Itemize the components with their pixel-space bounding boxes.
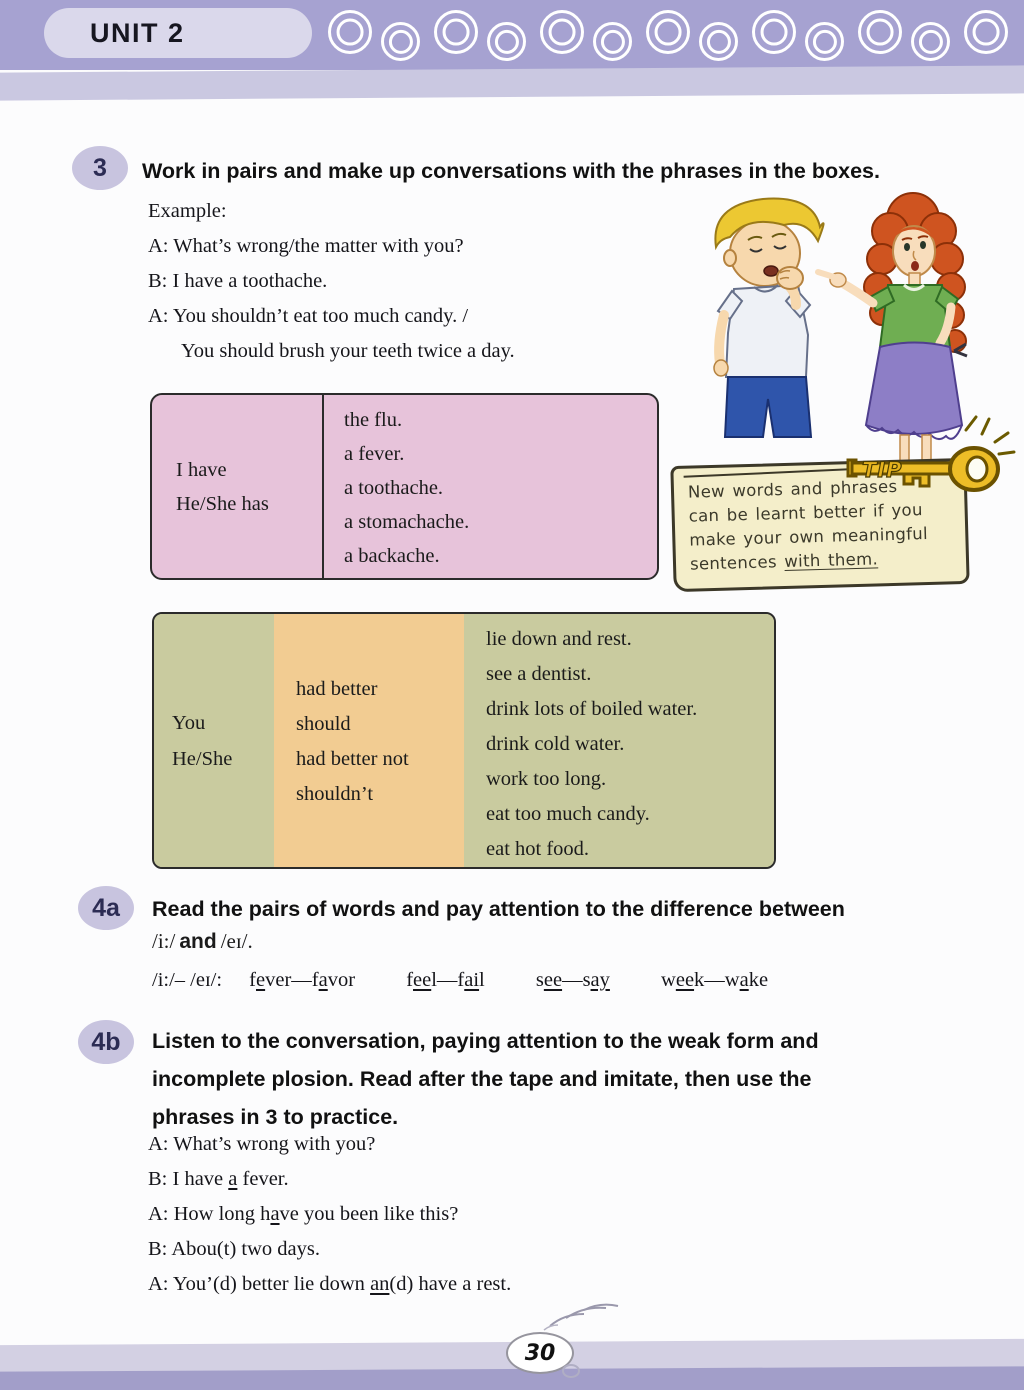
- example-line: A: You shouldn’t eat too much candy. /: [148, 305, 469, 327]
- action: drink lots of boiled water.: [486, 698, 698, 720]
- example-label: Example:: [148, 200, 227, 222]
- action: lie down and rest.: [486, 628, 632, 650]
- ailment: a fever.: [344, 443, 405, 465]
- tip-line: sentences with them.: [689, 549, 879, 574]
- ring-icon: [805, 22, 844, 61]
- section-4b-dialogue: [148, 1127, 768, 1302]
- example-line: B: I have a toothache.: [148, 270, 328, 292]
- ring-icon: [699, 22, 738, 61]
- title-line: Listen to the conversation, paying attention to the weak form and: [152, 1029, 819, 1053]
- ring-icon: [911, 22, 950, 61]
- section-4a-title-line2: [152, 929, 253, 954]
- tip-line: can be learnt better if you: [688, 500, 923, 526]
- action: eat hot food.: [486, 838, 590, 860]
- page-number: 30: [524, 1340, 556, 1366]
- ailment: the flu.: [344, 409, 403, 431]
- subject: I have: [176, 458, 227, 481]
- ring-icon: [752, 10, 796, 54]
- page-number-oval: [506, 1332, 574, 1374]
- ring-icon: [487, 22, 526, 61]
- unit-title-pill: [44, 8, 312, 58]
- example-line: A: What’s wrong/the matter with you?: [148, 235, 464, 257]
- section-4a-number: 4a: [92, 893, 120, 922]
- dialogue-line: A: How long have you been like this?: [148, 1203, 459, 1225]
- title-line: phrases in 3 to practice.: [152, 1105, 399, 1129]
- action: eat too much candy.: [486, 803, 650, 825]
- word-pairs-row: [152, 963, 932, 998]
- ailment: a toothache.: [344, 477, 444, 499]
- phonetic-ei: /eɪ/.: [220, 929, 253, 953]
- key-icon: [846, 410, 1022, 502]
- ailment: a backache.: [344, 545, 440, 567]
- boy-figure: [714, 199, 824, 437]
- ailments-cell: [324, 395, 657, 578]
- modal-verb: should: [296, 713, 351, 735]
- ring-icon: [858, 10, 902, 54]
- ailment: a stomachache.: [344, 511, 470, 533]
- dialogue-line: B: Abou(t) two days.: [148, 1238, 320, 1260]
- header-band-lower: [0, 65, 1024, 100]
- section-4a-badge: [78, 886, 134, 930]
- phonetic-i: /i:/: [152, 929, 176, 953]
- word-pair: see—say: [535, 969, 610, 991]
- dialogue-line: B: I have a fever.: [148, 1168, 289, 1190]
- ring-icon: [328, 10, 372, 54]
- tip-line: make your own meaningful: [689, 523, 929, 550]
- title-line: incomplete plosion. Read after the tape and imitate, then use the: [152, 1067, 812, 1091]
- modal-verbs-cell: [274, 614, 464, 867]
- action: drink cold water.: [486, 733, 625, 755]
- dialogue-line: A: You’(d) better lie down an(d) have a rest.: [148, 1273, 512, 1295]
- word-pair: week—wake: [661, 969, 769, 991]
- tip-line: New words and phrases: [687, 476, 898, 502]
- ring-icon: [540, 10, 584, 54]
- modal-verb: had better: [296, 678, 378, 700]
- section-4b-number: 4b: [91, 1027, 121, 1056]
- word-pair: fever—favor: [249, 969, 356, 991]
- ring-icon: [381, 22, 420, 61]
- tip-key-label: TIP: [862, 458, 903, 482]
- subject: He/She: [172, 747, 233, 770]
- pairs-prefix: /i:/– /eɪ/:: [152, 969, 223, 991]
- section-3-example: [148, 194, 708, 369]
- section-4b-title: [152, 1022, 1022, 1136]
- ring-icon: [646, 10, 690, 54]
- have-phrases-table: [150, 393, 659, 580]
- action: see a dentist.: [486, 663, 592, 685]
- subject: You: [172, 711, 206, 734]
- ring-icon: [593, 22, 632, 61]
- modal-subjects-cell: [154, 614, 274, 867]
- section-3-number: 3: [93, 153, 107, 182]
- ring-icon: [434, 10, 478, 54]
- modal-verb: shouldn’t: [296, 783, 374, 805]
- word-pair: feel—fail: [406, 969, 485, 991]
- have-subjects-cell: [152, 395, 324, 578]
- action: work too long.: [486, 768, 607, 790]
- unit-title: UNIT 2: [90, 17, 185, 48]
- subject: He/She has: [176, 492, 269, 515]
- key-graphic-wrap: [846, 410, 1022, 507]
- modal-actions-cell: [464, 614, 774, 867]
- section-3-badge: [72, 146, 128, 190]
- section-3-title: Work in pairs and make up conversations with the phrases in the boxes.: [142, 159, 880, 183]
- section-4b-badge: [78, 1020, 134, 1064]
- modal-verb: had better not: [296, 748, 409, 770]
- ring-icon: [964, 10, 1008, 54]
- modal-verbs-table: [152, 612, 776, 869]
- section-4a-title-line1: Read the pairs of words and pay attention to the difference between: [152, 897, 845, 921]
- and-word: and: [179, 930, 217, 953]
- dialogue-line: A: What’s wrong with you?: [148, 1133, 376, 1155]
- example-line: You should brush your teeth twice a day.: [181, 340, 515, 362]
